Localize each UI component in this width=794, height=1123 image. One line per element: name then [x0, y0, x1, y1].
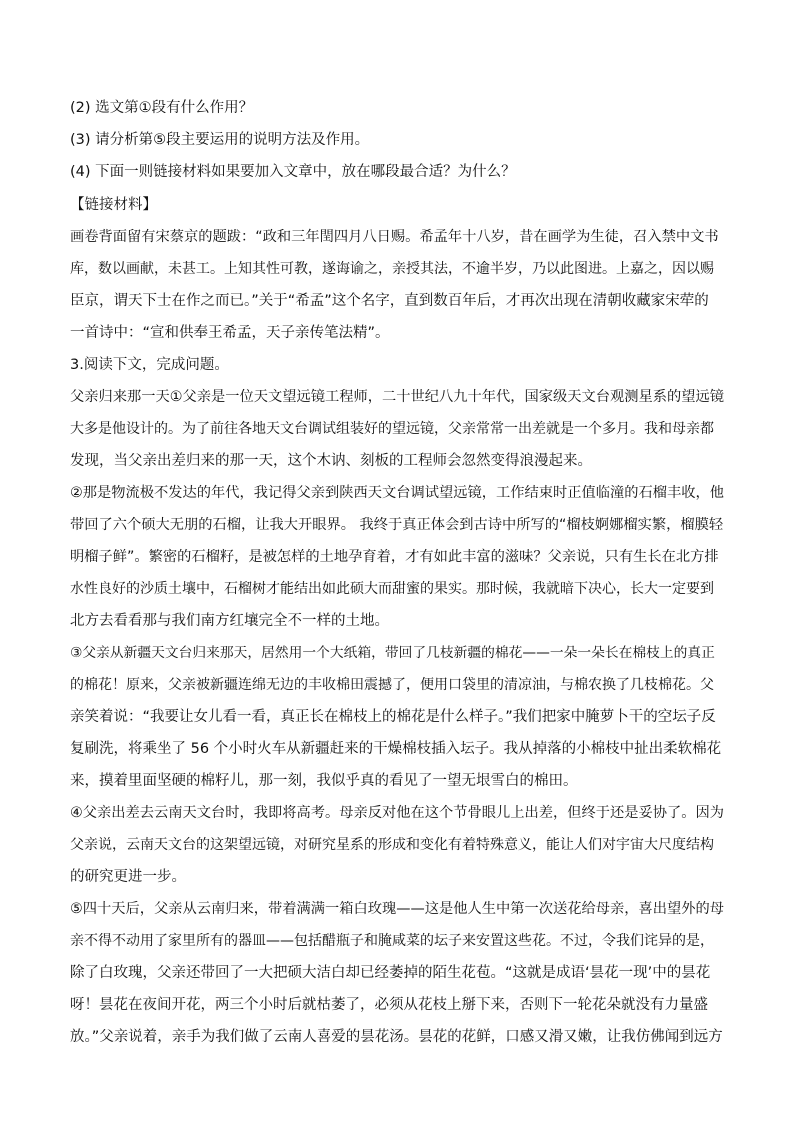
question-2: (2) 选文第①段有什么作用？ — [70, 100, 254, 116]
article-line: ②那是物流极不发达的年代，我记得父亲到陕西天文台调试望远镜，工作结束时正值临潼的石榴丰收，他 — [70, 485, 725, 501]
article-line: 亲不得不动用了家里所有的器皿——包括醋瓶子和腌咸菜的坛子来安置这些花。不过，令我们诧异的是， — [70, 933, 714, 949]
link-material-line: 一首诗中：“宣和供奉王希孟，天子亲传笔法精”。 — [70, 325, 390, 341]
article-line: 复刷洗，将乘坐了 56 个小时火车从新疆赶来的干燥棉枝插入坛子。我从掉落的小棉枝中扯出柔软棉花 — [70, 741, 722, 757]
section-3-heading: 3.阅读下文，完成问题。 — [70, 357, 229, 373]
article-line: ④父亲出差去云南天文台时，我即将高考。母亲反对他在这个节骨眼儿上出差，但终于还是妥协了。因为 — [70, 805, 725, 821]
link-material-line: 库，数以画献，未甚工。上知其性可教，遂诲谕之，亲授其法，不逾半岁，乃以此图进。上嘉之，因以赐 — [70, 261, 714, 277]
link-material-title: 【链接材料】 — [70, 197, 157, 213]
link-material-line: 臣京，谓天下士在作之而已。”关于“希孟”这个名字，直到数百年后，才再次出现在清朝收藏家宋荦的 — [70, 293, 709, 309]
article-line: 的研究更进一步。 — [70, 869, 186, 885]
article-line: 亲笑着说：“我要让女儿看一看，真正长在棉枝上的棉花是什么样子。”我们把家中腌萝卜干的空坛子反 — [70, 709, 716, 725]
article-line: 呀！昙花在夜间开花，两三个小时后就枯萎了，必须从花枝上掰下来，否则下一轮花朵就没有力量盛 — [70, 997, 708, 1013]
question-3: (3) 请分析第⑤段主要运用的说明方法及作用。 — [70, 132, 370, 148]
article-line: 明榴子鲜”。繁密的石榴籽，是被怎样的土地孕育着，才有如此丰富的滋味？父亲说，只有生长在北方排 — [70, 549, 719, 565]
article-line: 带回了六个硕大无朋的石榴，让我大开眼界。 我终于真正体会到古诗中所写的“榴枝婀娜榴实繁，榴膜轻 — [70, 517, 724, 533]
article-line: 大多是他设计的。为了前往各地天文台调试组装好的望远镜，父亲常常一出差就是一个多月。我和母亲都 — [70, 421, 714, 437]
article-line: 水性良好的沙质土壤中，石榴树才能结出如此硕大而甜蜜的果实。那时候，我就暗下决心，长大一定要到 — [70, 581, 714, 597]
article-line: ③父亲从新疆天文台归来那天，居然用一个大纸箱，带回了几枝新疆的棉花——一朵一朵长在棉枝上的真正 — [70, 645, 715, 661]
article-line: 放。”父亲说着，亲手为我们做了云南人喜爱的昙花汤。昙花的花鲜，口感又滑又嫩，让我仿佛闻到远方 — [70, 1029, 723, 1045]
article-line: 除了白玫瑰，父亲还带回了一大把硕大洁白却已经萎掉的陌生花苞。“这就是成语‘昙花一现’中的昙花 — [70, 965, 711, 981]
article-line: 父亲归来那一天①父亲是一位天文望远镜工程师，二十世纪八九十年代，国家级天文台观测星系的望远镜 — [70, 389, 725, 405]
article-line: 父亲说，云南天文台的这架望远镜，对研究星系的形成和变化有着特殊意义，能让人们对宇宙大尺度结构 — [70, 837, 714, 853]
article-line: ⑤四十天后，父亲从云南归来，带着满满一箱白玫瑰——这是他人生中第一次送花给母亲，喜出望外的母 — [70, 901, 725, 917]
link-material-line: 画卷背面留有宋蔡京的题跋：“政和三年閏四月八日赐。希孟年十八岁，昔在画学为生徒，召入禁中文书 — [70, 229, 719, 245]
article-line: 的棉花！原来，父亲被新疆连绵无边的丰收棉田震撼了，便用口袋里的清凉油，与棉农换了几枝棉花。父 — [70, 677, 714, 693]
question-4: (4) 下面一则链接材料如果要加入文章中，放在哪段最合适？为什么？ — [70, 164, 516, 180]
article-line: 来，摸着里面坚硬的棉籽儿，那一刻，我似乎真的看见了一望无垠雪白的棉田。 — [70, 773, 578, 789]
article-line: 北方去看看那与我们南方红壤完全不一样的土地。 — [70, 613, 389, 629]
article-line: 发现，当父亲出差归来的那一天，这个木讷、刻板的工程师会忽然变得浪漫起来。 — [70, 453, 592, 469]
